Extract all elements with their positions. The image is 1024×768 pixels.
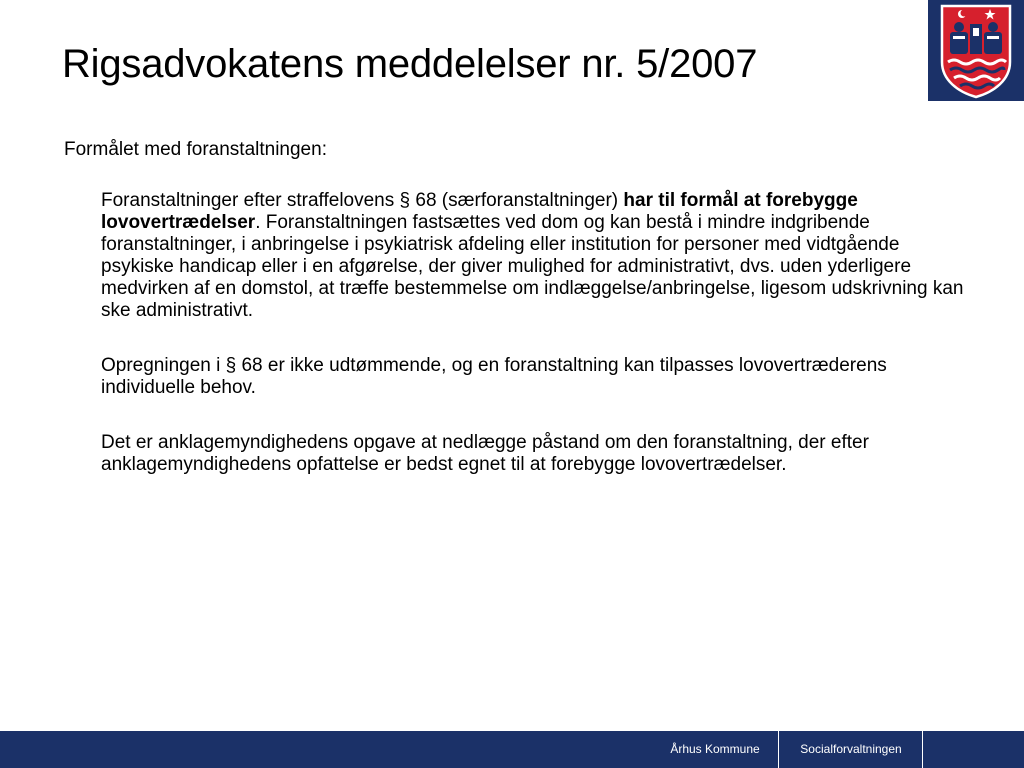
coat-of-arms-graphic xyxy=(928,0,1024,101)
aarhus-coat-of-arms-icon xyxy=(928,0,1024,101)
body-text xyxy=(101,190,971,509)
paragraph-purpose-emphasis: har til formål at forebygge lovovertrædelser xyxy=(101,190,858,233)
paragraph-prosecution: Det er anklagemyndighedens opgave at nedlægge påstand om den foranstaltning, der efter anklagemyndighedens opfattelse er bedst egnet til at forebygge lovovertrædelser. xyxy=(101,432,869,475)
footer-department: Socialforvaltningen xyxy=(800,742,902,756)
footer-divider xyxy=(922,731,923,768)
paragraph-purpose xyxy=(101,190,971,322)
footer-divider xyxy=(778,731,779,768)
intro-heading: Formålet med foranstaltningen: xyxy=(64,139,327,160)
paragraph-purpose-end: . Foranstaltningen fastsættes ved dom og kan bestå i mindre indgribende foranstaltninger, i anbringelse i psykiatrisk afdeling eller institution for personer med vidtgående psykiske handicap eller i en afgørelse, der giver mulighed for administrativt, dvs. uden yderligere medvirken af en domstol, at træffe bestemmelse om indlæggelse/anbringelse, ligesom udskrivning kan ske administrativt. xyxy=(101,212,964,321)
footer-municipality: Århus Kommune xyxy=(670,742,760,756)
paragraph-purpose-start: Foranstaltninger efter straffelovens § 68 (særforanstaltninger) xyxy=(101,190,624,211)
slide-title: Rigsadvokatens meddelelser nr. 5/2007 xyxy=(62,42,758,86)
paragraph-enumeration: Opregningen i § 68 er ikke udtømmende, og en foranstaltning kan tilpasses lovovertræderens individuelle behov. xyxy=(101,355,887,398)
footer-bar xyxy=(0,731,1024,768)
